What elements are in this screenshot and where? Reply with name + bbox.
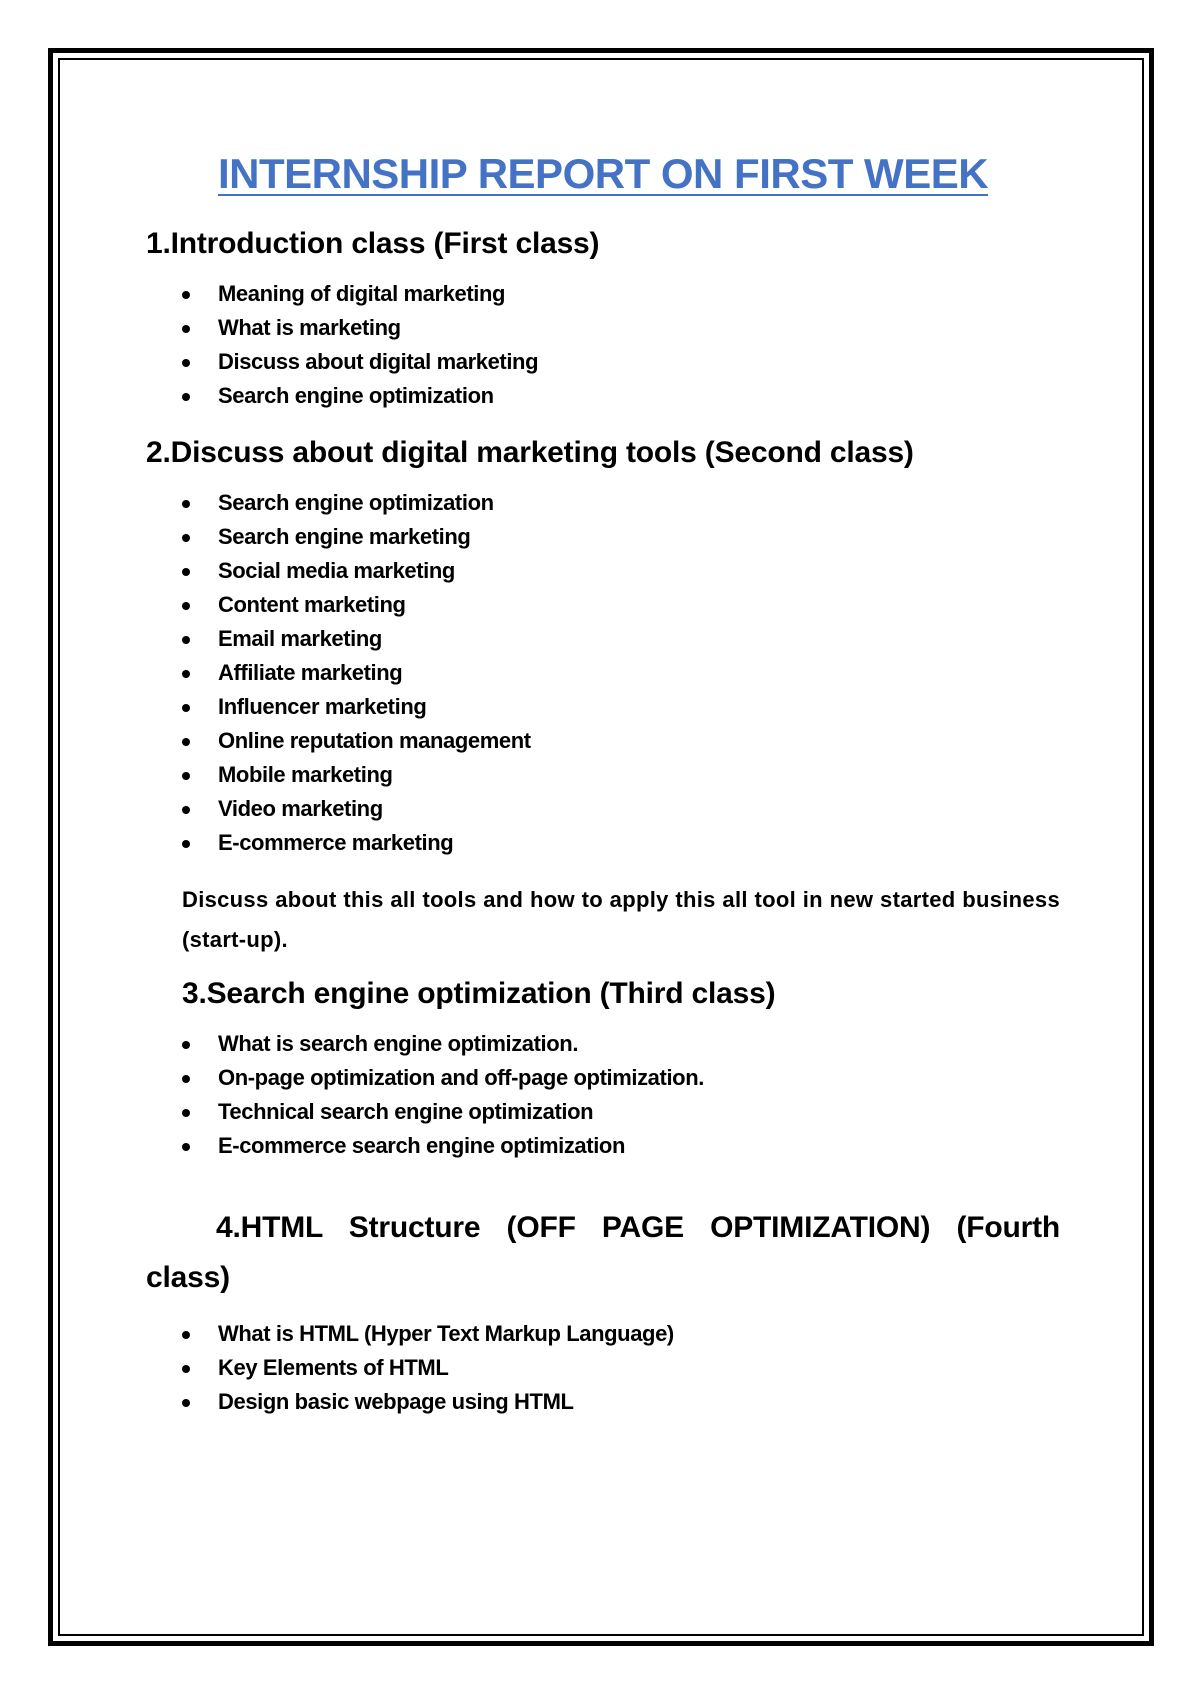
bullet-icon [182,636,190,644]
bullet-icon [182,806,190,814]
list-item: Mobile marketing [182,758,1060,792]
list-item: E-commerce marketing [182,826,1060,860]
bullet-icon [182,534,190,542]
list-item: Key Elements of HTML [182,1351,1060,1385]
bullet-icon [182,602,190,610]
list-item: E-commerce search engine optimization [182,1129,1060,1163]
list-item: Technical search engine optimization [182,1095,1060,1129]
section-3-list [146,1027,1060,1163]
bullet-icon [182,1399,190,1407]
bullet-icon [182,1143,190,1151]
list-item: Search engine optimization [182,486,1060,520]
list-item: Search engine optimization [182,379,1060,413]
list-item: What is HTML (Hyper Text Markup Language) [182,1317,1060,1351]
bullet-icon [182,670,190,678]
list-item: Design basic webpage using HTML [182,1385,1060,1419]
section-heading-3: 3.Search engine optimization (Third class) [182,977,776,1010]
list-item: On-page optimization and off-page optimization. [182,1061,1060,1095]
list-item: Affiliate marketing [182,656,1060,690]
list-item: Influencer marketing [182,690,1060,724]
bullet-icon [182,738,190,746]
list-item: Online reputation management [182,724,1060,758]
section-heading-4: 4.HTML Structure (OFF PAGE OPTIMIZATION) (Fourth class) [146,1211,1060,1294]
document-title: INTERNSHIP REPORT ON FIRST WEEK [217,150,989,197]
bullet-icon [182,1109,190,1117]
list-item: What is marketing [182,311,1060,345]
document-body [146,150,1060,1439]
list-item: Search engine marketing [182,520,1060,554]
bullet-icon [182,1075,190,1083]
bullet-icon [182,704,190,712]
bullet-icon [182,840,190,848]
bullet-icon [182,359,190,367]
bullet-icon [182,1365,190,1373]
bullet-icon [182,772,190,780]
bullet-icon [182,325,190,333]
bullet-icon [182,1331,190,1339]
section-4-list [146,1317,1060,1419]
list-item: Video marketing [182,792,1060,826]
section-1-list [146,277,1060,413]
list-item: What is search engine optimization. [182,1027,1060,1061]
section-heading-1: 1.Introduction class (First class) [146,227,600,260]
section-2-list [146,486,1060,860]
list-item: Email marketing [182,622,1060,656]
section-2-note: Discuss about this all tools and how to apply this all tool in new started business (start-up). [182,887,1060,952]
list-item: Meaning of digital marketing [182,277,1060,311]
bullet-icon [182,393,190,401]
bullet-icon [182,1041,190,1049]
section-heading-2: 2.Discuss about digital marketing tools (Second class) [146,436,914,469]
list-item: Content marketing [182,588,1060,622]
bullet-icon [182,291,190,299]
list-item: Social media marketing [182,554,1060,588]
bullet-icon [182,500,190,508]
list-item: Discuss about digital marketing [182,345,1060,379]
bullet-icon [182,568,190,576]
